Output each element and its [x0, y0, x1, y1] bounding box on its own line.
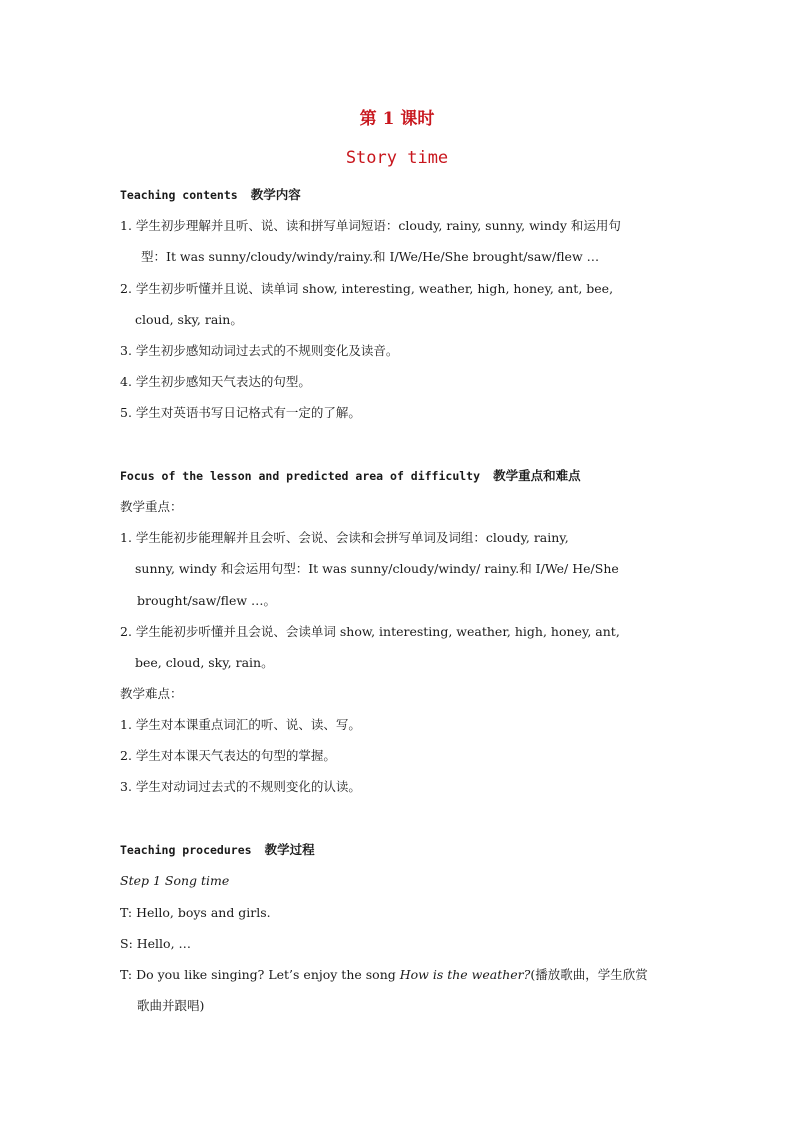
key-item-1-line-2: sunny, windy 和会运用句型：It was sunny/cloudy/windy/ rainy.和 I/We/ He/She — [135, 561, 619, 576]
focus-heading-cn: 教学重点和难点 — [493, 468, 581, 483]
dialog-line-2: S: Hello, … — [120, 936, 192, 951]
contents-heading-en: Teaching contents — [120, 188, 238, 202]
contents-heading — [120, 186, 680, 204]
dialog-line-3-prefix: T: Do you like singing? Let’s enjoy the song — [120, 967, 400, 982]
difficulty-item-2: 2. 学生对本课天气表达的句型的掌握。 — [120, 748, 336, 763]
contents-item-2-line-1: 2. 学生初步听懂并且说、读单词 show, interesting, weather, high, honey, ant, bee, — [120, 281, 614, 296]
song-title: How is the weather? — [399, 967, 531, 982]
focus-heading-en: Focus of the lesson and predicted area of difficulty — [120, 469, 481, 483]
key-item-1-line-1: 1. 学生能初步能理解并且会听、会说、会读和会拼写单词及词组：cloudy, rainy, — [120, 530, 569, 545]
contents-item-2-line-2: cloud, sky, rain。 — [135, 312, 243, 327]
focus-heading — [120, 467, 680, 485]
key-item-1-line-3: brought/saw/flew …。 — [137, 593, 277, 608]
lesson-subtitle: Story time — [345, 148, 449, 168]
contents-item-1-line-2: 型：It was sunny/cloudy/windy/rainy.和 I/We/He/She brought/saw/flew … — [141, 249, 600, 264]
contents-heading-cn: 教学内容 — [250, 187, 301, 202]
procedures-heading-en: Teaching procedures — [120, 843, 252, 857]
step-1-title: Step 1 Song time — [120, 873, 230, 888]
key-points-label: 教学重点： — [120, 499, 183, 514]
contents-item-4: 4. 学生初步感知天气表达的句型。 — [120, 374, 311, 389]
key-item-2-line-1: 2. 学生能初步听懂并且会说、会读单词 show, interesting, weather, high, honey, ant, — [120, 624, 620, 639]
dialog-line-3-cont: 歌曲并跟唱) — [137, 998, 205, 1013]
difficulty-item-1: 1. 学生对本课重点词汇的听、说、读、写。 — [120, 717, 361, 732]
contents-item-3: 3. 学生初步感知动词过去式的不规则变化及读音。 — [120, 343, 399, 358]
procedures-heading-cn: 教学过程 — [264, 842, 315, 857]
dialog-line-1: T: Hello, boys and girls. — [120, 905, 271, 920]
dialog-line-3 — [120, 966, 680, 984]
procedures-heading — [120, 841, 680, 859]
difficulty-label: 教学难点： — [120, 686, 183, 701]
key-item-2-line-2: bee, cloud, sky, rain。 — [135, 655, 274, 670]
contents-item-1-line-1: 1. 学生初步理解并且听、说、读和拼写单词短语：cloudy, rainy, sunny, windy 和运用句 — [120, 218, 621, 233]
dialog-line-3-suffix: (播放歌曲，学生欣赏 — [530, 967, 648, 982]
lesson-title: 第 1 课时 — [359, 109, 435, 129]
difficulty-item-3: 3. 学生对动词过去式的不规则变化的认读。 — [120, 779, 361, 794]
contents-item-5: 5. 学生对英语书写日记格式有一定的了解。 — [120, 405, 361, 420]
